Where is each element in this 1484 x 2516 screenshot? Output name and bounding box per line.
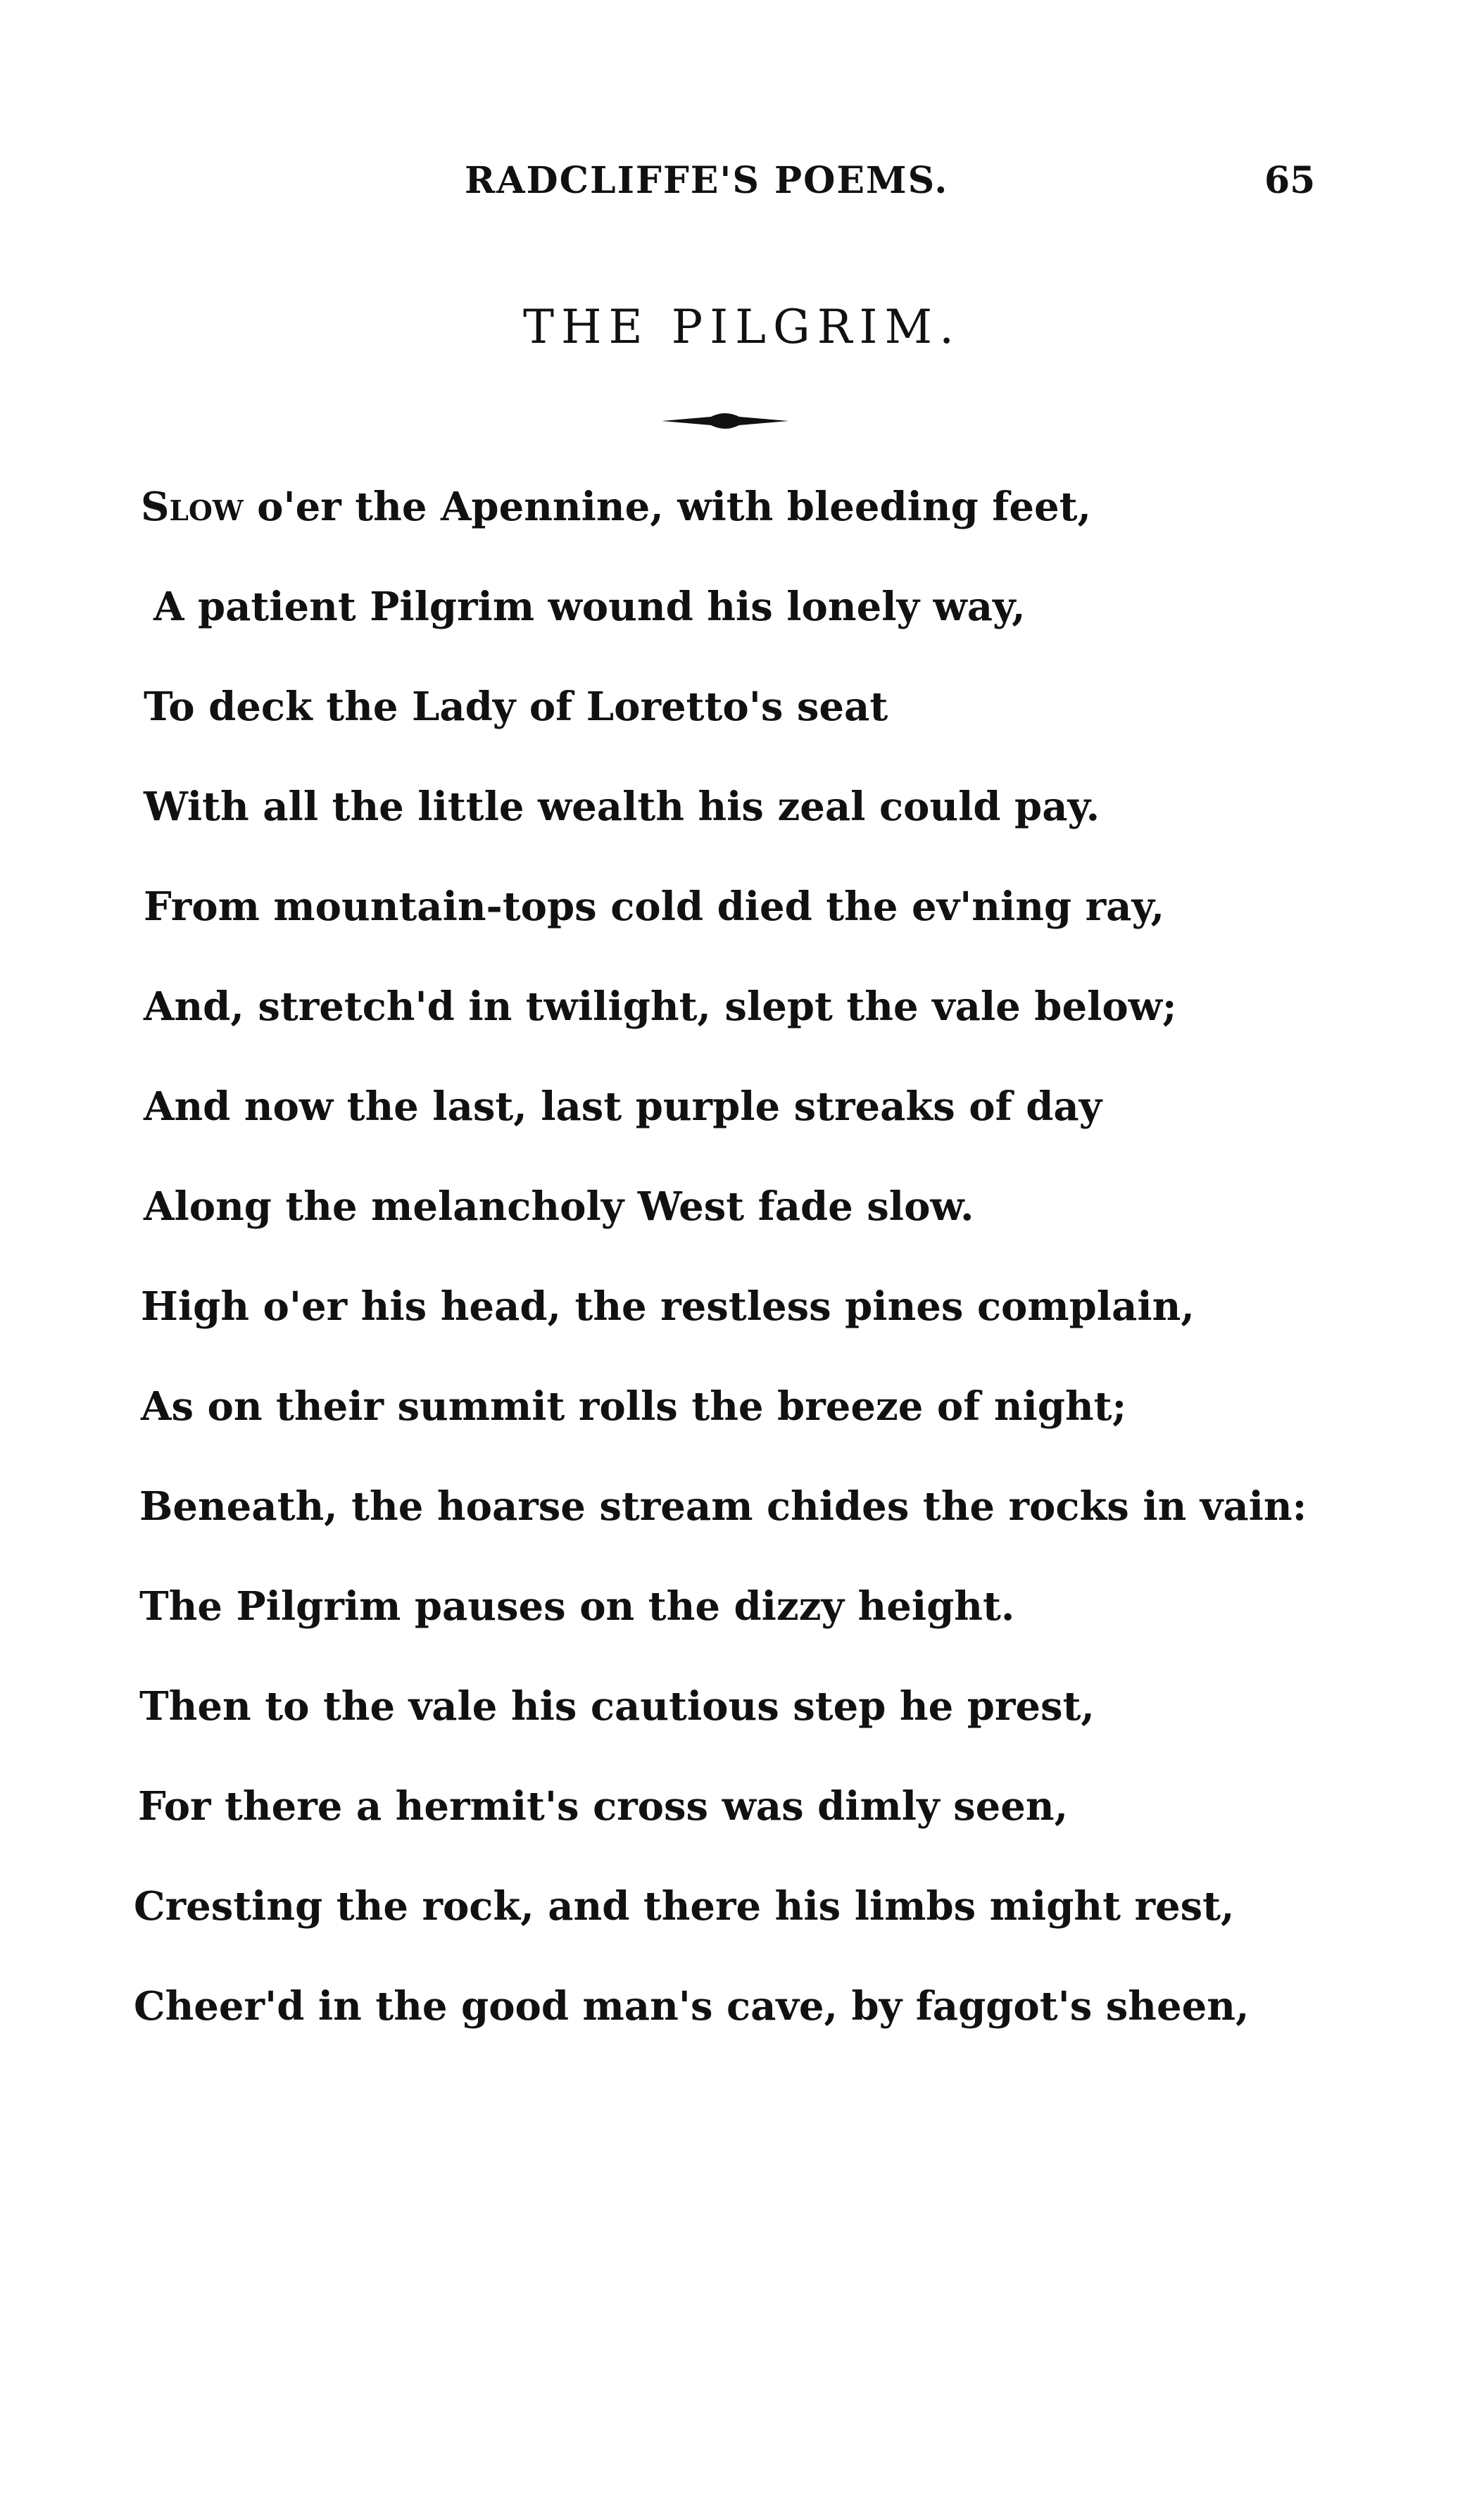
- verse-line-9: High o'er his head, the restless pines complain,: [141, 1283, 1195, 1330]
- verse-line-13: Then to the vale his cautious step he prest,: [139, 1683, 1095, 1730]
- verse-line-3: To deck the Lady of Loretto's seat: [144, 684, 888, 730]
- verse-line-1: [141, 479, 1091, 535]
- verse-line-8: Along the melancholy West fade slow.: [144, 1183, 974, 1230]
- verse-line-14: For there a hermit's cross was dimly seen,: [138, 1783, 1069, 1830]
- verse-line-16: Cheer'd in the good man's cave, by faggot's sheen,: [134, 1983, 1250, 2030]
- verse-line-11: Beneath, the hoarse stream chides the rocks in vain:: [139, 1483, 1307, 1530]
- page-number: 65: [1264, 159, 1316, 202]
- verse-line-10: As on their summit rolls the breeze of night;: [141, 1383, 1127, 1430]
- verse-line-6: And, stretch'd in twilight, slept the vale below;: [144, 983, 1177, 1030]
- verse-line-1-text: o'er the Apennine, with bleeding feet,: [243, 484, 1091, 530]
- verse-line-5: From mountain-tops cold died the ev'ning ray,: [144, 883, 1165, 930]
- verse-line-2: A patient Pilgrim wound his lonely way,: [153, 584, 1026, 630]
- running-head: RADCLIFFE'S POEMS.: [465, 159, 949, 202]
- verse-line-7: And now the last, last purple streaks of day: [144, 1083, 1102, 1130]
- verse-line-12: The Pilgrim pauses on the dizzy height.: [139, 1583, 1015, 1630]
- verse-line-15: Cresting the rock, and there his limbs might rest,: [134, 1883, 1235, 1930]
- verse-line-4: With all the little wealth his zeal could pay.: [144, 784, 1100, 830]
- poem-title: THE PILGRIM.: [522, 300, 962, 354]
- drop-word: Slow: [141, 484, 244, 530]
- lozenge-rule-ornament-icon: [662, 407, 788, 435]
